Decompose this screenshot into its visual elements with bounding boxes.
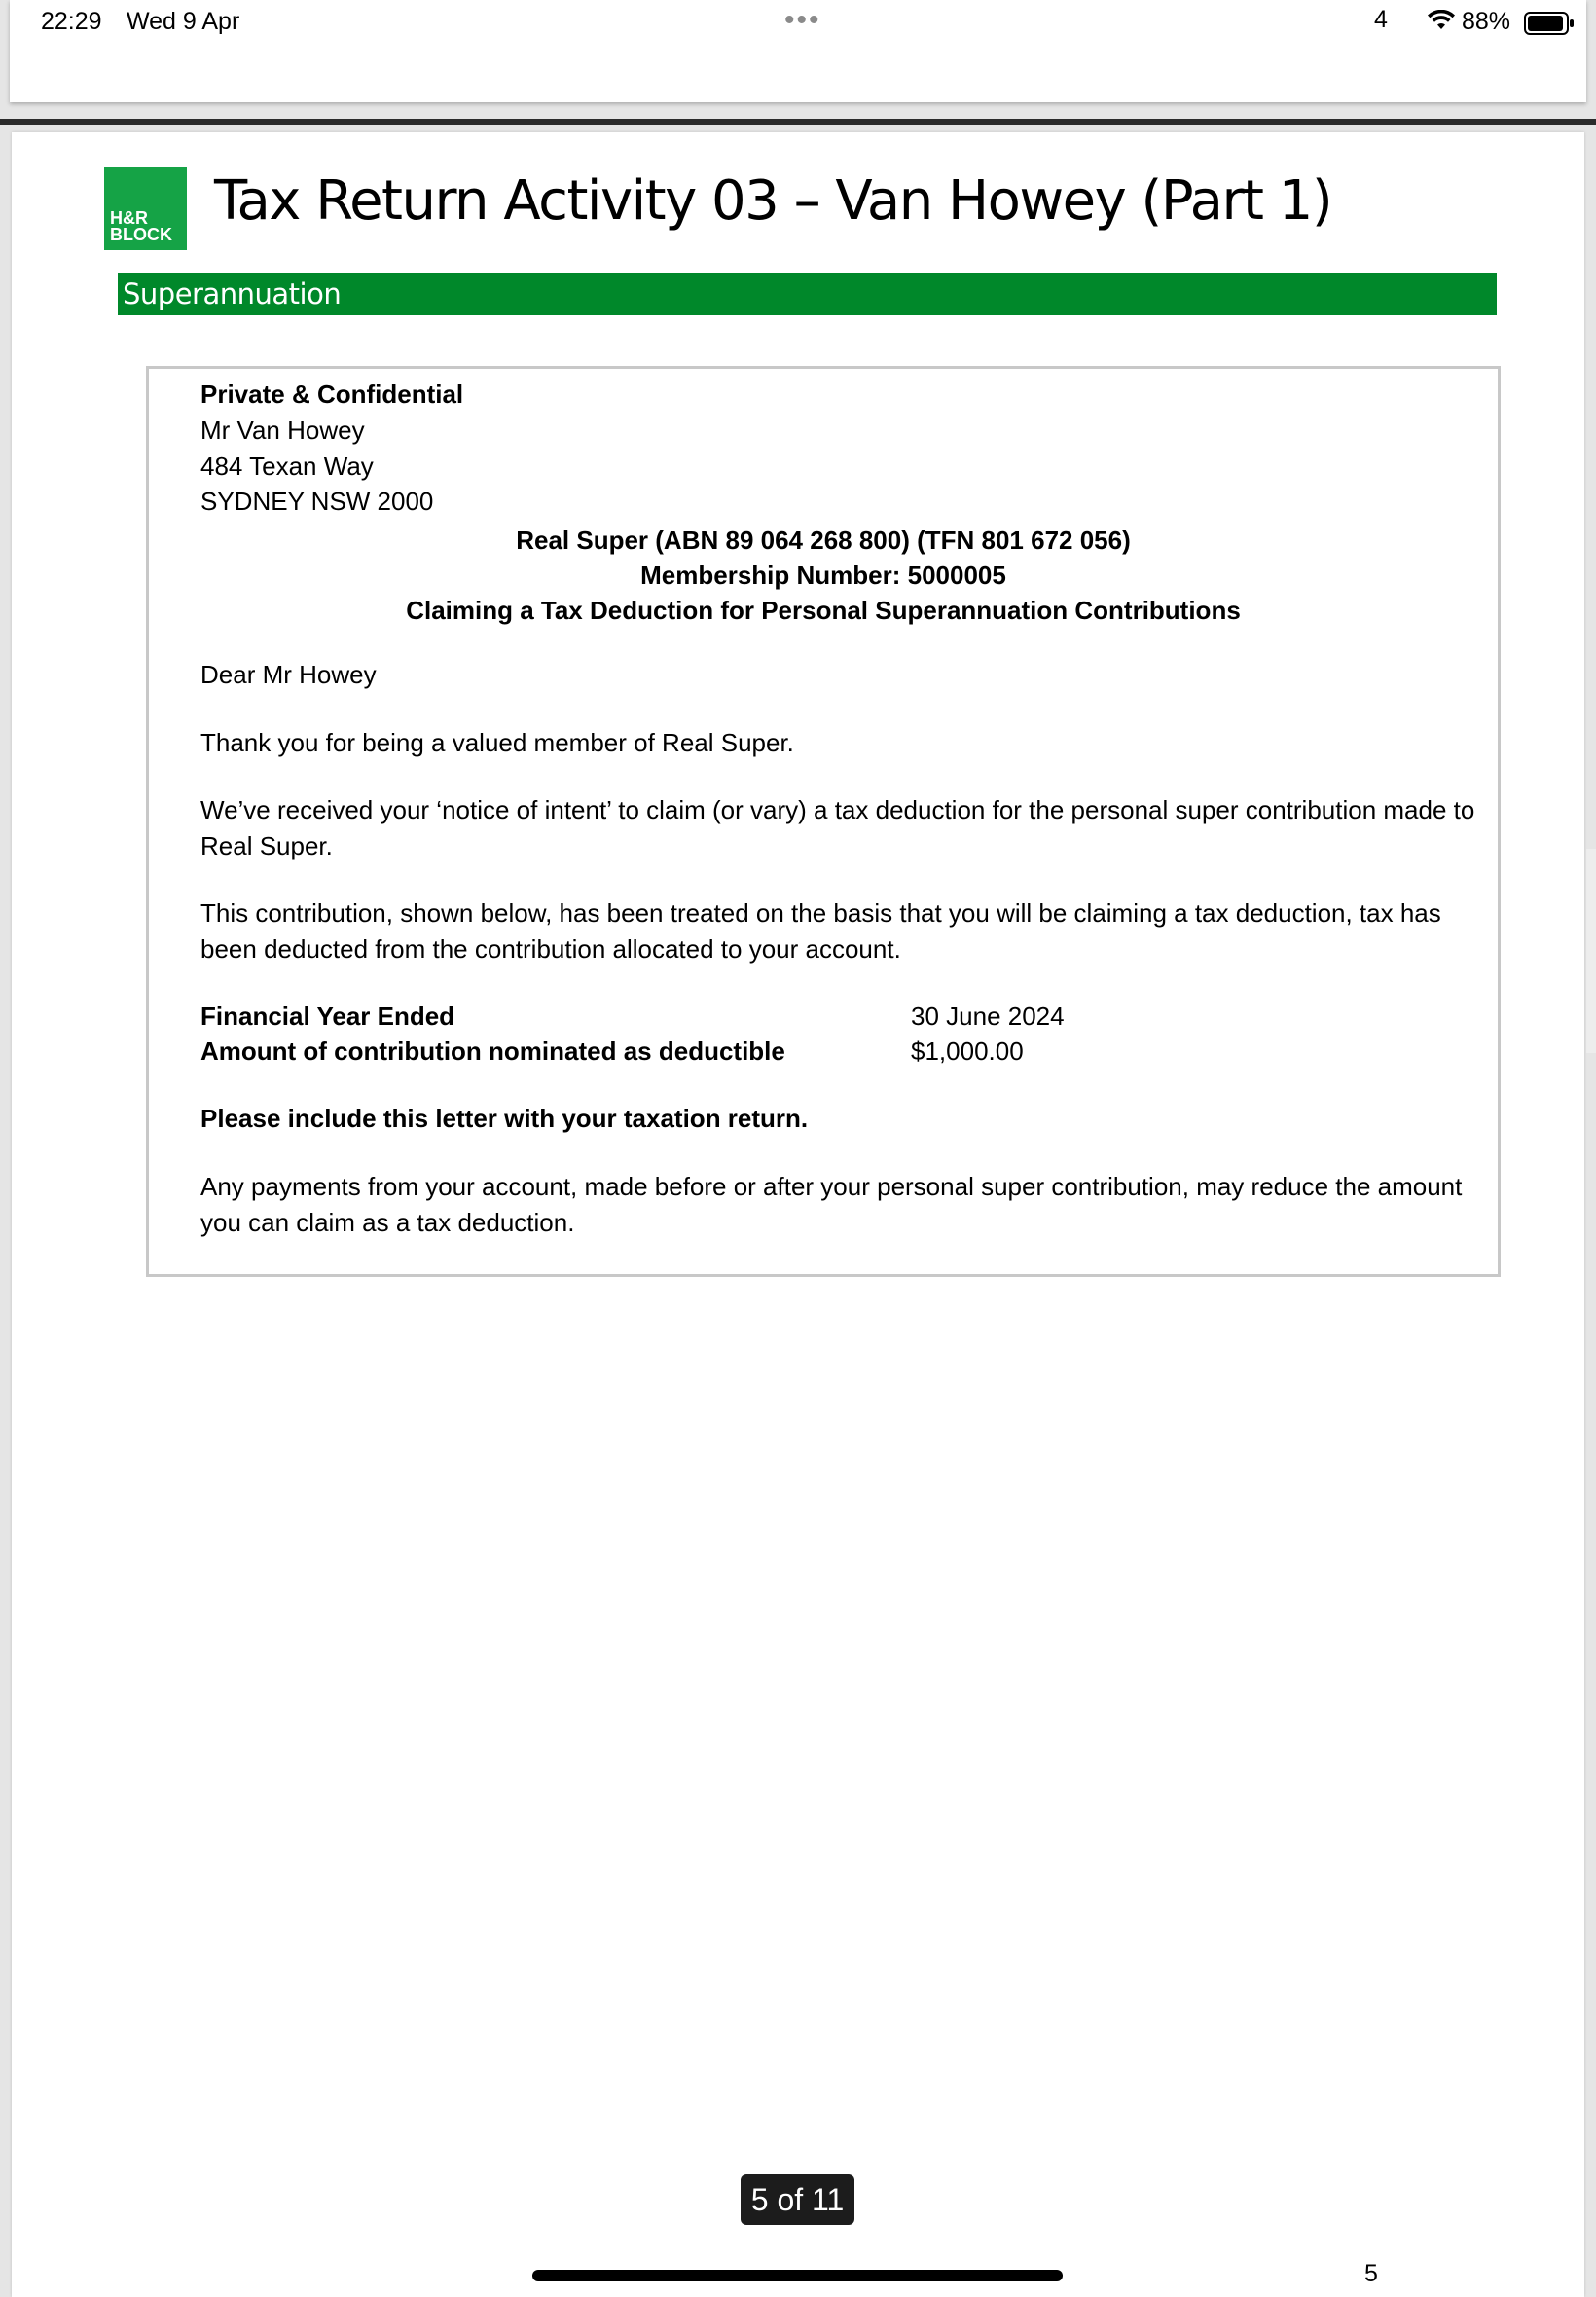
paragraph: Thank you for being a valued member of Real Super. bbox=[200, 728, 794, 757]
scroll-edge bbox=[1586, 849, 1596, 1053]
status-bar bbox=[10, 0, 1586, 102]
wifi-icon bbox=[1427, 10, 1456, 31]
letter-heading: Real Super (ABN 89 064 268 800) (TFN 801 672 056) bbox=[516, 526, 1131, 555]
paragraph: This contribution, shown below, has been treated on the basis that you will be claiming a tax deduction, tax has been deducted from the contribution allocated to your account. bbox=[200, 898, 1441, 964]
logo-text-line-2: BLOCK bbox=[110, 225, 172, 244]
address-line: Mr Van Howey bbox=[200, 416, 365, 445]
letter-heading: Claiming a Tax Deduction for Personal Superannuation Contributions bbox=[406, 596, 1241, 625]
detail-value: 30 June 2024 bbox=[911, 1002, 1065, 1031]
detail-label: Amount of contribution nominated as deductible bbox=[200, 1037, 785, 1066]
battery-percentage: 88% bbox=[1462, 8, 1511, 35]
letter-box bbox=[146, 366, 1501, 1277]
hr-block-logo bbox=[104, 167, 187, 250]
salutation: Dear Mr Howey bbox=[200, 660, 377, 689]
page-number: 5 bbox=[1364, 2260, 1378, 2287]
battery-icon bbox=[1524, 12, 1575, 35]
multitasking-dots-icon[interactable]: ••• bbox=[784, 4, 821, 36]
page-indicator: 5 of 11 bbox=[741, 2174, 854, 2225]
paragraph: We’ve received your ‘notice of intent’ to claim (or vary) a tax deduction for the personal super contribution made to Real Super. bbox=[200, 795, 1475, 860]
logo-text-line-1: H&R bbox=[110, 208, 148, 228]
address-line: 484 Texan Way bbox=[200, 452, 374, 481]
document-title: Tax Return Activity 03 – Van Howey (Part 1) bbox=[214, 169, 1332, 233]
toolbar-divider bbox=[0, 119, 1596, 125]
detail-value: $1,000.00 bbox=[911, 1037, 1024, 1066]
section-header bbox=[118, 273, 1497, 315]
confidential-label: Private & Confidential bbox=[200, 380, 464, 409]
status-date: Wed 9 Apr bbox=[127, 8, 240, 35]
paragraph: Any payments from your account, made before or after your personal super contribution, may reduce the amount you can claim as a tax deduction. bbox=[200, 1172, 1463, 1237]
status-time: 22:29 bbox=[41, 8, 102, 35]
detail-label: Financial Year Ended bbox=[200, 1002, 455, 1031]
address-line: SYDNEY NSW 2000 bbox=[200, 487, 434, 516]
instruction-text: Please include this letter with your taxation return. bbox=[200, 1104, 809, 1133]
letter-heading: Membership Number: 5000005 bbox=[640, 561, 1006, 590]
status-count: 4 bbox=[1374, 6, 1388, 33]
section-label: Superannuation bbox=[123, 277, 342, 310]
pdf-page bbox=[12, 132, 1584, 2297]
home-indicator[interactable] bbox=[532, 2270, 1063, 2281]
